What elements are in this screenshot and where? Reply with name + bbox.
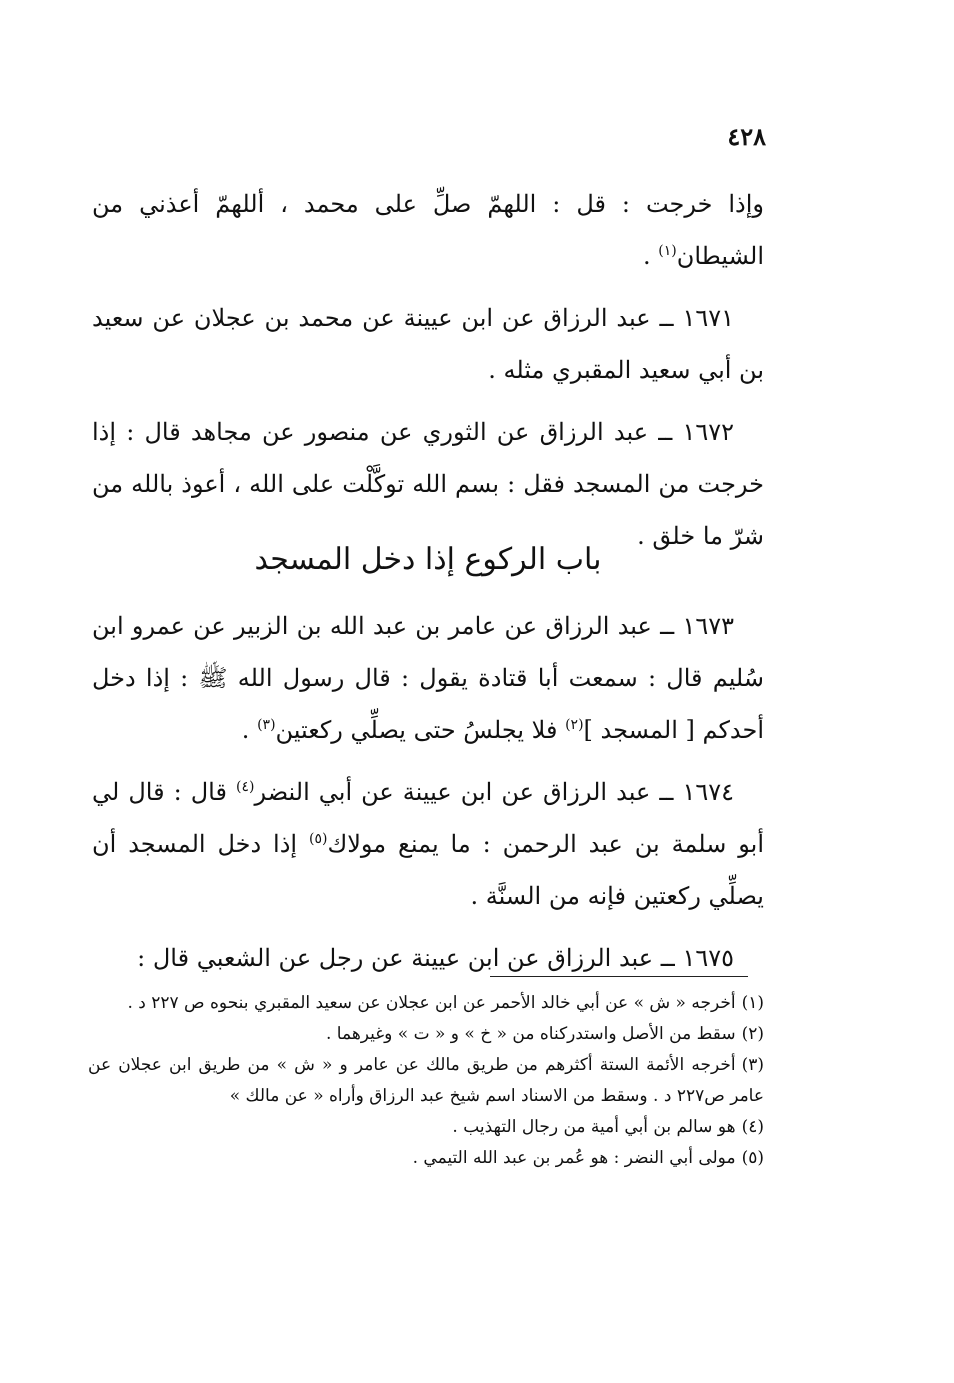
footnote-number: (٥) [741,1148,764,1168]
footnote-ref: (٥) [308,831,328,847]
hadith-text: ١٦٧٤ ــ عبد الرزاق عن ابن عيينة عن أبي النضر [254,778,734,806]
footnote-text: أخرجه « ش » عن أبي خالد الأحمر عن ابن عجلان عن سعيد المقبري بنحوه ص ٢٢٧ د . [127,993,736,1013]
paragraph-tail: . [643,242,659,270]
footnote-text: أخرجه الأئمة الستة أكثرهم من طريق مالك عن عامر و « ش » من طريق ابن عجلان عن عامر ص٢٢٧ د . وسقط من الاسناد اسم شيخ عبد الرزاق وأراه « عن مالك » [88,1055,764,1106]
hadith-text: ١٦٧٥ ــ عبد الرزاق عن ابن عيينة عن رجل عن الشعبي قال : [137,944,734,972]
paragraph-text: ١٦٧١ ــ عبد الرزاق عن ابن عيينة عن محمد بن عجلان عن سعيد بن أبي سعيد المقبري مثله . [92,304,764,384]
footnote-ref: (٤) [235,779,255,795]
footnote-text: سقط من الأصل واستدركناه من « خ » و « ت » وغيرهما . [326,1024,736,1044]
page-number: ٤٢٨ [727,122,766,151]
paragraph-text: وإذا خرجت : قل : اللهمّ صلِّ على محمد ، أللهمّ أعذني من الشيطان [92,190,764,270]
paragraph-closing-supplication [92,178,764,282]
body-text-top [92,178,764,572]
hadith-tail: . [241,716,258,744]
footnote-text: مولى أبي النضر : هو عُمر بن عبد الله التيمي . [412,1148,736,1168]
footnotes [88,988,764,1174]
hadith-text: فلا يجلسُ حتى يصلِّي ركعتين [275,716,566,744]
body-text-bottom [92,600,764,994]
footnote-1 [88,988,764,1019]
footnote-ref: (٣) [257,717,276,733]
footnote-text: هو سالم بن أبي أمية من رجال التهذيب . [452,1117,736,1137]
footnote-divider [490,976,748,977]
paragraph-text: ١٦٧٢ ــ عبد الرزاق عن الثوري عن منصور عن مجاهد قال : إذا خرجت من المسجد فقل : بسم الله توكَّلْت على الله ، أعوذ بالله من شرّ ما خلق . [92,418,764,550]
footnote-2 [88,1019,764,1050]
footnote-number: (٢) [741,1024,764,1044]
footnote-ref: (١) [658,243,677,259]
hadith-text: ١٦٧٣ ــ عبد الرزاق عن عامر بن عبد الله بن الزبير عن عمرو ابن سُليم قال : سمعت أبا قتادة يقول : قال رسول الله ﷺ : إذا دخل أحدكم [ المسجد ] [92,612,764,744]
hadith-1673 [92,600,764,756]
footnote-4 [88,1112,764,1143]
hadith-1674 [92,766,764,922]
footnote-number: (٤) [741,1117,764,1137]
footnote-number: (٣) [741,1055,764,1075]
hadith-1671 [92,292,764,396]
hadith-text: قال : قال لي أبو سلمة بن عبد الرحمن : ما يمنع مولاك [92,778,765,858]
footnote-ref: (٢) [565,717,584,733]
footnote-number: (١) [741,993,764,1013]
footnote-3 [88,1050,764,1112]
footnote-5 [88,1143,764,1174]
chapter-heading: باب الركوع إذا دخل المسجد [254,542,602,577]
hadith-text: إذا دخل المسجد أن يصلِّي ركعتين فإنه من السنَّة . [92,830,764,910]
